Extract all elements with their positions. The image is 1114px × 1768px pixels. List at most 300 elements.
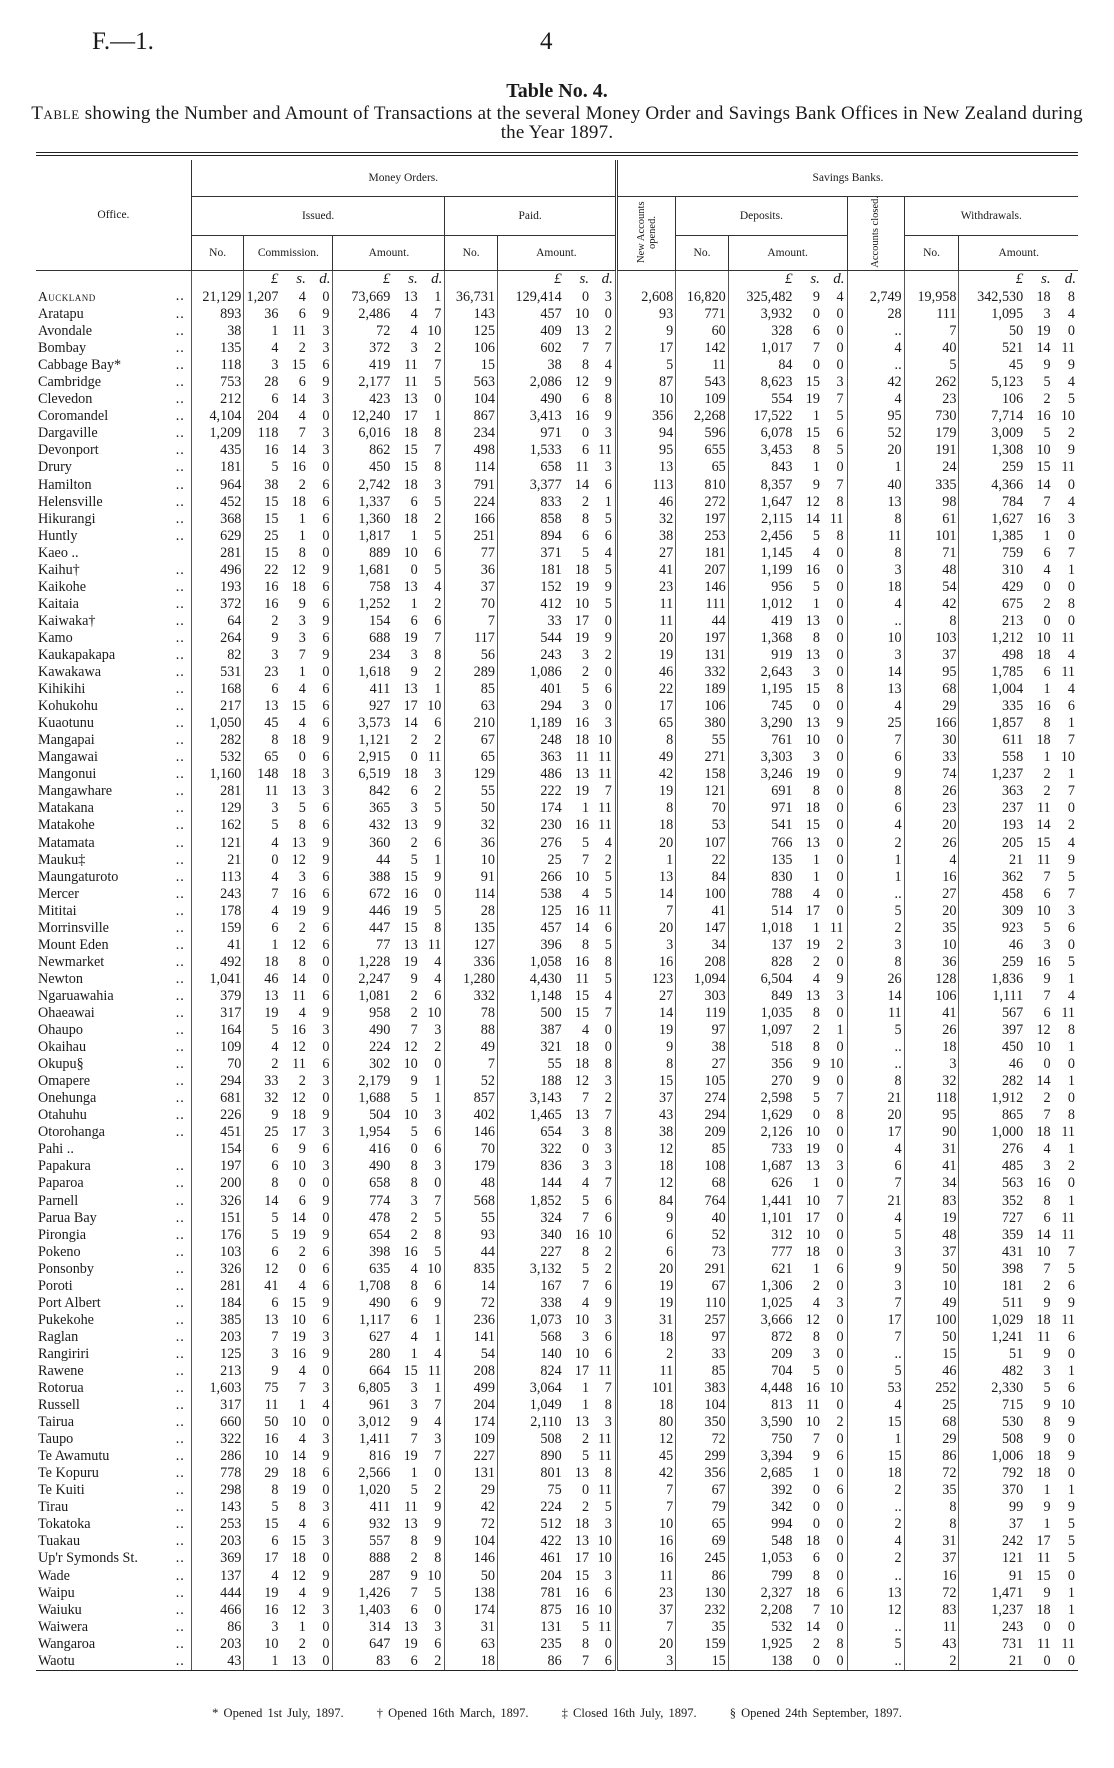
commission-pence: 0 — [322, 1635, 330, 1652]
commission-pence: 3 — [322, 323, 330, 340]
withdrawals-amount-pounds: 259 — [959, 954, 1025, 971]
deposits-no: 303 — [676, 988, 729, 1005]
office-name — [36, 1346, 191, 1363]
table-row — [36, 1636, 1078, 1653]
paid-amount-pence: 9 — [604, 374, 612, 391]
issued-amount-pence: 10 — [427, 1260, 442, 1277]
col-commission: Commission. — [244, 236, 333, 271]
commission-pounds: 3 — [244, 1346, 281, 1363]
withdrawals-amount-pence: 0 — [1067, 1345, 1075, 1362]
office-name — [36, 1227, 191, 1244]
issued-amount-shillings: 13 — [403, 578, 418, 595]
deposits-amount-pounds: 788 — [728, 886, 794, 903]
deposits-amount-pence: 0 — [836, 1345, 844, 1362]
new-accounts: 14 — [616, 886, 675, 903]
deposits-amount-shillings: 8 — [812, 783, 820, 800]
withdrawals-amount-pounds: 193 — [959, 817, 1025, 834]
withdrawals-amount-pounds: 7,714 — [959, 408, 1025, 425]
new-accounts: 20 — [616, 1261, 675, 1278]
deposits-amount-pounds: 1,012 — [728, 596, 794, 613]
office-label: Dargaville — [38, 425, 98, 442]
deposits-amount-pounds: 1,195 — [728, 681, 794, 698]
office-label: Mangawai — [38, 749, 98, 766]
paid-amount-shillings: 5 — [581, 1448, 590, 1465]
issued-no: 137 — [191, 1568, 244, 1585]
paid-no: 29 — [445, 1482, 498, 1499]
deposits-no: 771 — [676, 306, 729, 323]
commission-pence: 6 — [322, 800, 330, 817]
office-name — [36, 408, 191, 425]
deposits-amount-pence: 0 — [836, 544, 844, 561]
description-text: showing the Number and Amount of Transactions at the several Money Order and Savings Bank Offices in New Zealand during the Year 1897. — [84, 103, 1083, 143]
withdrawals-amount-shillings: 9 — [1043, 1499, 1051, 1516]
deposits-amount-pounds: 745 — [728, 698, 794, 715]
issued-amount-pounds: 490 — [333, 1022, 392, 1039]
withdrawals-amount-pounds: 1,471 — [959, 1585, 1025, 1602]
deposits-amount-pounds: 1,199 — [728, 562, 794, 579]
commission-pence: 9 — [322, 1345, 330, 1362]
accounts-closed: 52 — [847, 425, 904, 442]
commission-shillings: 14 — [291, 1448, 306, 1465]
deposits-amount-pence: 0 — [836, 578, 844, 595]
withdrawals-amount-pounds: 731 — [959, 1636, 1025, 1653]
withdrawals-amount-pounds: 458 — [959, 886, 1025, 903]
commission-pounds: 5 — [244, 1210, 281, 1227]
commission-pence: 3 — [322, 442, 330, 459]
issued-no: 369 — [191, 1550, 244, 1567]
deposits-amount-shillings: 13 — [805, 1158, 820, 1175]
commission-pence: 0 — [322, 1090, 330, 1107]
issued-amount-pounds: 224 — [333, 1039, 392, 1056]
office-label: Wade — [38, 1567, 70, 1584]
table-row — [36, 1192, 1078, 1209]
commission-pounds: 45 — [244, 715, 281, 732]
leader-dots: .. — [175, 1499, 185, 1516]
paid-amount-pence: 11 — [598, 749, 612, 766]
commission-pounds: 41 — [244, 1278, 281, 1295]
table-body — [36, 271, 1078, 1671]
paid-amount-pounds: 144 — [497, 1175, 563, 1192]
leader-dots: .. — [175, 1345, 185, 1362]
withdrawals-amount-pence: 1 — [1067, 1362, 1075, 1379]
commission-pence: 9 — [322, 612, 330, 629]
withdrawals-amount-pence: 6 — [1067, 1277, 1075, 1294]
paid-amount-shillings: 14 — [574, 476, 590, 493]
new-accounts: 18 — [616, 1397, 675, 1414]
issued-amount-pounds: 154 — [333, 613, 392, 630]
accounts-closed: .. — [847, 1346, 904, 1363]
withdrawals-no: 23 — [904, 800, 959, 817]
withdrawals-amount-pounds: 1,212 — [959, 630, 1025, 647]
issued-amount-shillings: 2 — [410, 834, 418, 851]
issued-amount-pounds: 314 — [333, 1619, 392, 1636]
deposits-no: 22 — [676, 852, 729, 869]
paid-amount-pence: 11 — [598, 1362, 612, 1379]
issued-amount-pounds: 658 — [333, 1175, 392, 1192]
deposits-amount-pounds: 872 — [728, 1329, 794, 1346]
commission-pounds: 118 — [244, 425, 281, 442]
deposits-amount-shillings: 5 — [812, 578, 820, 595]
paid-amount-shillings: 10 — [574, 1311, 590, 1328]
paid-amount-pence: 2 — [604, 1090, 612, 1107]
paid-no: 63 — [445, 698, 498, 715]
commission-pounds: 65 — [244, 749, 281, 766]
table-row — [36, 1244, 1078, 1261]
office-name — [36, 1312, 191, 1329]
issued-amount-pounds: 1,121 — [333, 732, 392, 749]
withdrawals-amount-pounds: 363 — [959, 783, 1025, 800]
paid-amount-pence: 0 — [604, 698, 612, 715]
paid-amount-pounds: 131 — [497, 1619, 563, 1636]
withdrawals-amount-pence: 10 — [1060, 749, 1075, 766]
commission-shillings: 16 — [291, 459, 306, 476]
unit-cell — [36, 271, 191, 289]
accounts-closed: 1 — [847, 869, 904, 886]
issued-no: 385 — [191, 1312, 244, 1329]
withdrawals-amount-pounds: 1,111 — [959, 988, 1025, 1005]
issued-no: 466 — [191, 1602, 244, 1619]
commission-shillings: 19 — [291, 902, 306, 919]
withdrawals-amount-pence: 0 — [1067, 1090, 1075, 1107]
accounts-closed: 5 — [847, 903, 904, 920]
accounts-closed: 6 — [847, 749, 904, 766]
accounts-closed: 2 — [847, 835, 904, 852]
office-name — [36, 1653, 191, 1671]
deposits-amount-pounds: 2,598 — [728, 1090, 794, 1107]
paid-amount-pounds: 824 — [497, 1363, 563, 1380]
issued-amount-shillings: 16 — [403, 885, 418, 902]
office-name — [36, 1516, 191, 1533]
deposits-amount-shillings: 1 — [812, 1175, 820, 1192]
paid-amount-pounds: 412 — [497, 596, 563, 613]
deposits-no: 207 — [676, 562, 729, 579]
paid-amount-pounds: 33 — [497, 613, 563, 630]
paid-amount-pounds: 340 — [497, 1227, 563, 1244]
issued-no: 282 — [191, 732, 244, 749]
commission-pence: 6 — [322, 1260, 330, 1277]
office-name — [36, 1397, 191, 1414]
paid-amount-shillings: 16 — [574, 1226, 590, 1243]
leader-dots: .. — [175, 1482, 185, 1499]
paid-amount-shillings: 4 — [581, 1175, 590, 1192]
issued-amount-shillings: 8 — [410, 1533, 418, 1550]
office-label: Okaihau — [38, 1039, 87, 1056]
col-new-accounts: New Accounts opened. — [616, 197, 675, 271]
new-accounts: 8 — [616, 732, 675, 749]
withdrawals-amount-pence: 1 — [1067, 1601, 1075, 1618]
table-row — [36, 1022, 1078, 1039]
commission-pence: 6 — [322, 578, 330, 595]
deposits-amount-shillings: 8 — [812, 1039, 820, 1056]
issued-amount-pence: 0 — [434, 885, 442, 902]
unit-cell — [191, 271, 244, 289]
paid-amount-pounds: 3,132 — [497, 1261, 563, 1278]
issued-amount-pounds: 416 — [333, 1141, 392, 1158]
unit-cell — [445, 271, 498, 289]
deposits-amount-pounds: 733 — [728, 1141, 794, 1158]
commission-pounds: 5 — [244, 1499, 281, 1516]
withdrawals-amount-shillings: 9 — [1043, 1584, 1051, 1601]
paid-no: 499 — [445, 1380, 498, 1397]
issued-no: 531 — [191, 664, 244, 681]
withdrawals-amount-shillings: 2 — [1043, 783, 1051, 800]
commission-pence: 9 — [322, 851, 330, 868]
office-label: Kaitaia — [38, 595, 79, 612]
issued-amount-pounds: 688 — [333, 630, 392, 647]
commission-pounds: 13 — [244, 988, 281, 1005]
withdrawals-no: 31 — [904, 1141, 959, 1158]
accounts-closed: 2 — [847, 920, 904, 937]
issued-amount-pounds: 672 — [333, 886, 392, 903]
unit-pound: £ — [728, 271, 794, 289]
withdrawals-amount-shillings: 5 — [1043, 1380, 1051, 1397]
accounts-closed: 13 — [847, 494, 904, 511]
deposits-no: 131 — [676, 647, 729, 664]
paid-amount-shillings: 16 — [574, 817, 590, 834]
issued-amount-pence: 8 — [434, 1550, 442, 1567]
issued-amount-pounds: 1,337 — [333, 494, 392, 511]
issued-amount-shillings: 6 — [410, 1601, 418, 1618]
deposits-amount-shillings: 5 — [812, 1090, 820, 1107]
withdrawals-amount-pounds: 4,366 — [959, 477, 1025, 494]
withdrawals-amount-pounds: 1,095 — [959, 306, 1025, 323]
issued-amount-pence: 9 — [434, 1516, 442, 1533]
office-name — [36, 664, 191, 681]
col-withdrawals-no: No. — [904, 236, 959, 271]
leader-dots: .. — [175, 970, 185, 987]
withdrawals-no: 26 — [904, 1022, 959, 1039]
withdrawals-amount-shillings: 9 — [1043, 1397, 1051, 1414]
paid-amount-pence: 11 — [598, 800, 612, 817]
paid-amount-shillings: 17 — [574, 1362, 590, 1379]
withdrawals-amount-shillings: 18 — [1036, 1311, 1051, 1328]
issued-no: 70 — [191, 1056, 244, 1073]
office-label: Mititai — [38, 902, 77, 919]
issued-amount-pounds: 958 — [333, 1005, 392, 1022]
commission-shillings: 11 — [292, 1056, 306, 1073]
issued-amount-pence: 7 — [434, 1397, 442, 1414]
accounts-closed: 8 — [847, 783, 904, 800]
issued-no: 21 — [191, 852, 244, 869]
withdrawals-amount-shillings: 7 — [1043, 1107, 1051, 1124]
issued-amount-pounds: 1,426 — [333, 1585, 392, 1602]
deposits-amount-shillings: 3 — [812, 1345, 820, 1362]
issued-no: 64 — [191, 613, 244, 630]
commission-shillings: 4 — [298, 1516, 306, 1533]
deposits-amount-pounds: 919 — [728, 647, 794, 664]
deposits-amount-shillings: 8 — [812, 1004, 820, 1021]
issued-amount-pounds: 1,360 — [333, 511, 392, 528]
leader-dots: .. — [175, 783, 185, 800]
withdrawals-amount-shillings: 18 — [1036, 1448, 1051, 1465]
commission-pounds: 8 — [244, 732, 281, 749]
withdrawals-no: 20 — [904, 903, 959, 920]
issued-no: 893 — [191, 306, 244, 323]
commission-pounds: 6 — [244, 1295, 281, 1312]
office-name — [36, 800, 191, 817]
withdrawals-amount-pounds: 282 — [959, 1073, 1025, 1090]
office-label: Helensville — [38, 493, 103, 510]
deposits-amount-pence: 0 — [836, 1311, 844, 1328]
deposits-amount-pence: 8 — [836, 527, 844, 544]
office-name — [36, 1107, 191, 1124]
table-row — [36, 732, 1078, 749]
commission-pounds: 16 — [244, 1431, 281, 1448]
deposits-amount-shillings: 0 — [795, 1653, 822, 1671]
paid-amount-shillings: 18 — [574, 1516, 590, 1533]
office-label: Waipu — [38, 1584, 75, 1601]
new-accounts: 37 — [616, 1602, 675, 1619]
paid-no: 54 — [445, 1346, 498, 1363]
commission-pounds: 25 — [244, 528, 281, 545]
deposits-amount-pounds: 3,394 — [728, 1448, 794, 1465]
office-label: Bombay — [38, 340, 87, 357]
paid-amount-shillings: 18 — [574, 1056, 590, 1073]
issued-amount-pounds: 1,618 — [333, 664, 392, 681]
paid-amount-pounds: 490 — [497, 391, 563, 408]
office-name — [36, 425, 191, 442]
paid-no: 36 — [445, 835, 498, 852]
issued-no: 1,603 — [191, 1380, 244, 1397]
issued-no: 82 — [191, 647, 244, 664]
office-label: Rangiriri — [38, 1345, 90, 1362]
deposits-amount-shillings: 9 — [812, 1448, 820, 1465]
withdrawals-no: 37 — [904, 647, 959, 664]
issued-amount-shillings: 11 — [404, 1499, 418, 1516]
deposits-amount-pounds: 3,290 — [728, 715, 794, 732]
deposits-amount-pounds: 813 — [728, 1397, 794, 1414]
deposits-no: 245 — [676, 1550, 729, 1567]
table-row — [36, 323, 1078, 340]
office-name — [36, 340, 191, 357]
paid-amount-pounds: 544 — [497, 630, 563, 647]
deposits-amount-pence: 0 — [836, 817, 844, 834]
commission-shillings: 14 — [291, 391, 306, 408]
office-label: Tairua — [38, 1414, 75, 1431]
paid-amount-pounds: 1,086 — [497, 664, 563, 681]
deposits-amount-pence: 11 — [829, 919, 844, 936]
deposits-amount-shillings: 10 — [805, 1414, 820, 1431]
deposits-amount-pence: 0 — [836, 357, 844, 374]
leader-dots: .. — [175, 1448, 185, 1465]
withdrawals-amount-shillings: 9 — [1043, 1431, 1051, 1448]
accounts-closed: .. — [847, 613, 904, 630]
accounts-closed: 3 — [847, 647, 904, 664]
office-name — [36, 817, 191, 834]
paid-amount-pounds: 971 — [497, 425, 563, 442]
commission-shillings: 11 — [292, 323, 306, 340]
paid-amount-pounds: 188 — [497, 1073, 563, 1090]
new-accounts: 13 — [616, 869, 675, 886]
paid-amount-pounds: 1,189 — [497, 715, 563, 732]
new-accounts: 11 — [616, 1568, 675, 1585]
issued-amount-shillings: 11 — [404, 357, 418, 374]
accounts-closed: 9 — [847, 1261, 904, 1278]
table-row — [36, 494, 1078, 511]
new-accounts: 9 — [616, 1039, 675, 1056]
withdrawals-amount-pounds: 243 — [959, 1619, 1025, 1636]
table-row — [36, 442, 1078, 459]
issued-amount-pence: 4 — [434, 1414, 442, 1431]
withdrawals-amount-pounds: 91 — [959, 1568, 1025, 1585]
deposits-amount-shillings: 17 — [805, 902, 820, 919]
paid-amount-shillings: 10 — [574, 1345, 590, 1362]
paid-amount-pence: 10 — [597, 1601, 612, 1618]
accounts-closed: 53 — [847, 1380, 904, 1397]
paid-no: 55 — [445, 783, 498, 800]
withdrawals-no: 179 — [904, 425, 959, 442]
commission-pence: 6 — [322, 1516, 330, 1533]
table-row — [36, 1073, 1078, 1090]
issued-no: 243 — [191, 886, 244, 903]
commission-pounds: 13 — [244, 1312, 281, 1329]
leader-dots: .. — [175, 868, 185, 885]
withdrawals-no: 30 — [904, 732, 959, 749]
deposits-no: 38 — [676, 1039, 729, 1056]
deposits-no: 272 — [676, 494, 729, 511]
withdrawals-no: 15 — [904, 1346, 959, 1363]
issued-amount-pounds: 419 — [333, 357, 392, 374]
issued-amount-pence: 5 — [434, 527, 442, 544]
withdrawals-amount-pence: 5 — [1067, 1550, 1075, 1567]
leader-dots: .. — [175, 1039, 185, 1056]
withdrawals-no: 730 — [904, 408, 959, 425]
withdrawals-amount-pence: 0 — [1067, 476, 1075, 493]
deposits-amount-pounds: 1,925 — [728, 1636, 794, 1653]
commission-pounds: 9 — [244, 1107, 281, 1124]
leader-dots: .. — [175, 936, 185, 953]
issued-no: 298 — [191, 1482, 244, 1499]
table-row — [36, 1619, 1078, 1636]
deposits-amount-pounds: 8,357 — [728, 477, 794, 494]
deposits-amount-pence: 3 — [836, 374, 844, 391]
deposits-no: 85 — [676, 1363, 729, 1380]
paid-amount-shillings: 16 — [574, 715, 590, 732]
issued-amount-pence: 5 — [434, 800, 442, 817]
deposits-amount-pounds: 541 — [728, 817, 794, 834]
leader-dots: .. — [175, 391, 185, 408]
deposits-no: 197 — [676, 511, 729, 528]
commission-shillings: 10 — [291, 1414, 306, 1431]
accounts-closed: 5 — [847, 1636, 904, 1653]
table-row — [36, 1550, 1078, 1567]
office-label: Papakura — [38, 1158, 91, 1175]
deposits-no: 294 — [676, 1107, 729, 1124]
paid-amount-shillings: 2 — [581, 1431, 590, 1448]
deposits-amount-pence: 4 — [836, 288, 844, 305]
withdrawals-no: 46 — [904, 1363, 959, 1380]
commission-pounds: 16 — [244, 596, 281, 613]
office-name — [36, 1499, 191, 1516]
issued-amount-pence: 4 — [434, 578, 442, 595]
withdrawals-amount-pounds: 429 — [959, 579, 1025, 596]
paid-amount-shillings: 11 — [575, 749, 590, 766]
table-row — [36, 1568, 1078, 1585]
paid-amount-pounds: 658 — [497, 459, 563, 476]
office-label: Ponsonby — [38, 1260, 94, 1277]
new-accounts: 45 — [616, 1448, 675, 1465]
paid-amount-pounds: 224 — [497, 1499, 563, 1516]
paid-no: 251 — [445, 528, 498, 545]
deposits-amount-pence: 0 — [836, 749, 844, 766]
deposits-amount-pounds: 843 — [728, 459, 794, 476]
withdrawals-amount-pence: 1 — [1067, 1482, 1075, 1499]
commission-shillings: 12 — [291, 1601, 306, 1618]
paid-amount-shillings: 16 — [574, 1601, 590, 1618]
withdrawals-no: 42 — [904, 596, 959, 613]
withdrawals-amount-pence: 0 — [1067, 1618, 1075, 1635]
withdrawals-amount-shillings: 2 — [1043, 1277, 1051, 1294]
